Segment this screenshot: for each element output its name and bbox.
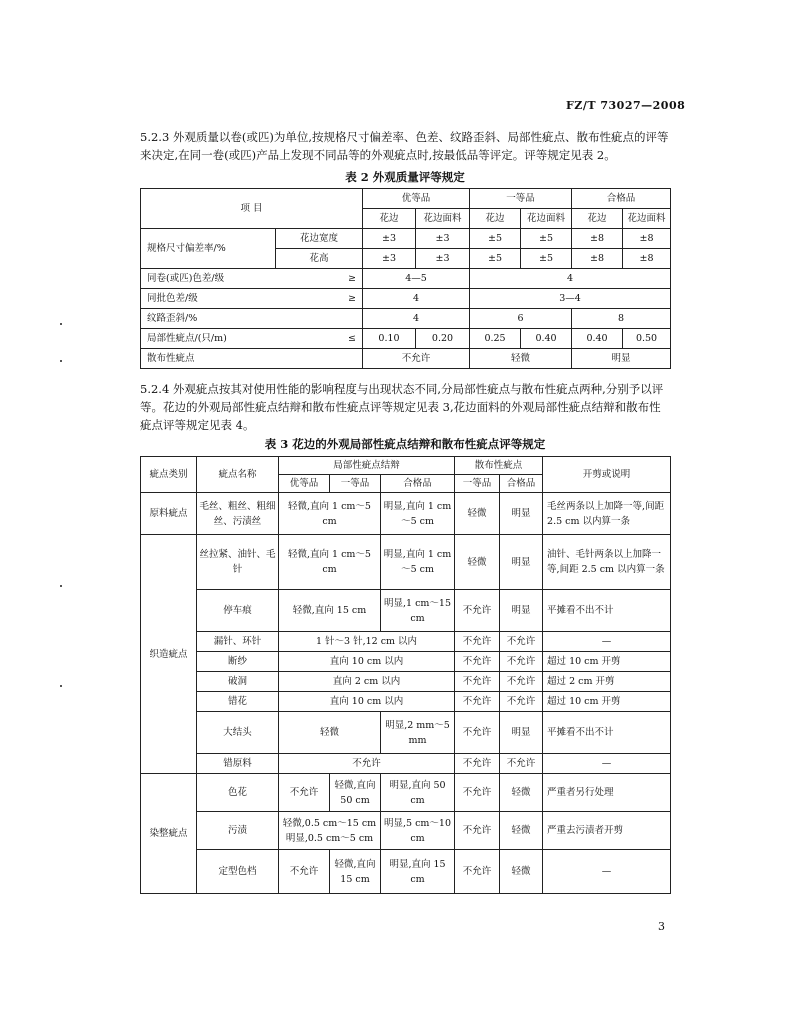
t3-cell: 轻微 (500, 812, 543, 850)
t3-cat-weave: 织造疵点 (141, 535, 197, 774)
t2-header-item: 项 目 (141, 189, 363, 229)
t2-cell: 0.25 (470, 329, 521, 349)
t2-row-scatter-label: 散布性疵点 (141, 349, 363, 369)
table3-caption: 表 3 花边的外观局部性疵点结辩和散布性疵点评等规定 (264, 437, 546, 451)
t2-cell: ±8 (572, 229, 623, 249)
t3-cell: 停车痕 (197, 590, 279, 632)
t2-cell: ±5 (470, 249, 521, 269)
t3-cell: 超过 2 cm 开剪 (543, 672, 671, 692)
page-number: 3 (658, 920, 665, 933)
t2-row-size-height: 花高 (276, 249, 363, 269)
t3-cell: 轻微,直向 15 cm (330, 850, 381, 894)
t2-cell: 0.50 (623, 329, 671, 349)
t2-cell: 8 (572, 309, 671, 329)
t2-cell: ±5 (521, 229, 572, 249)
t3-cell: 不允许 (279, 754, 455, 774)
section-5-2-4: 5.2.4 外观疵点按其对使用性能的影响程度与出现状态不同,分局部性疵点与散布性疵点两种,分别予以评等。花边的外观局部性疵点结辩和散布性疵点评等规定见表 3,花边面料的外观局部性疵点结辩和散布性疵点评等规定见表 4。 (140, 382, 664, 432)
t2-row-color-batch-label: 同批色差/级 (147, 293, 198, 304)
t2-cell: ±5 (521, 249, 572, 269)
t3-cell: 轻微 (500, 850, 543, 894)
t3-cell: 明显 (500, 712, 543, 754)
t3-cell: 1 针～3 针,12 cm 以内 (279, 632, 455, 652)
t2-cell: ±3 (416, 249, 470, 269)
table2-caption: 表 2 外观质量评等规定 (345, 170, 465, 184)
t2-header-grade-1: 优等品 (363, 189, 470, 209)
t3-cell: 轻微 (455, 535, 500, 590)
t2-cell: 0.40 (521, 329, 572, 349)
t3-cell: 破洞 (197, 672, 279, 692)
t3-cell: 污渍 (197, 812, 279, 850)
t3-cell: 直向 10 cm 以内 (279, 692, 455, 712)
scan-dot (60, 585, 62, 587)
t2-sub-1: 花边 (363, 209, 416, 229)
t2-sub-3: 花边 (470, 209, 521, 229)
t2-cell: 明显 (572, 349, 671, 369)
gte-symbol: ≥ (348, 293, 356, 304)
t3-cell: 错花 (197, 692, 279, 712)
t3-cat-raw: 原料疵点 (141, 493, 197, 535)
t3-cell: 不允许 (279, 774, 330, 812)
t2-cell: ±3 (363, 229, 416, 249)
t2-sub-5: 花边 (572, 209, 623, 229)
lte-symbol: ≤ (348, 333, 356, 344)
t3-cell: 不允许 (455, 632, 500, 652)
t3-cell: 明显,1 cm～15 cm (381, 590, 455, 632)
t2-cell: 0.10 (363, 329, 416, 349)
t3-h-s-he: 合格品 (500, 475, 543, 493)
t3-cell: 严重者另行处理 (543, 774, 671, 812)
t3-cell: 轻微,直向 15 cm (279, 590, 381, 632)
t3-cell: 毛丝两条以上加降一等,间距 2.5 cm 以内算一条 (543, 493, 671, 535)
t3-cell: — (543, 632, 671, 652)
section-5-2-3: 5.2.3 外观质量以卷(或匹)为单位,按规格尺寸偏差率、色差、纹路歪斜、局部性疵点、散布性疵点的评等来决定,在同一卷(或匹)产品上发现不同品等的外观疵点时,按最低品等评定。评等规定见表 2。 (140, 130, 669, 162)
t2-sub-4: 花边面料 (521, 209, 572, 229)
t2-row-local-defects (141, 329, 363, 349)
t2-cell: 4 (363, 289, 470, 309)
t3-h-remark: 开剪或说明 (543, 457, 671, 493)
t2-header-grade-3: 合格品 (572, 189, 671, 209)
t3-cell: 不允许 (455, 850, 500, 894)
t3-cell: 不允许 (279, 850, 330, 894)
t3-cell: 明显,5 cm～10 cm (381, 812, 455, 850)
t3-cell: 明显 (500, 590, 543, 632)
t3-cell: 轻微,直向 1 cm～5 cm (279, 535, 381, 590)
t3-cell: 明显,直向 1 cm～5 cm (381, 493, 455, 535)
t3-cat-dye: 染整疵点 (141, 774, 197, 894)
t3-h-he: 合格品 (381, 475, 455, 493)
t3-cell: 直向 10 cm 以内 (279, 652, 455, 672)
t3-cell: 轻微,直向 50 cm (330, 774, 381, 812)
t3-cell: — (543, 850, 671, 894)
t2-row-size-label: 规格尺寸偏差率/% (141, 229, 276, 269)
table-2 (140, 188, 671, 369)
t2-row-color-roll-label: 同卷(或匹)色差/级 (147, 273, 225, 284)
t3-h-cat: 疵点类别 (141, 457, 197, 493)
t3-cell: 明显,直向 15 cm (381, 850, 455, 894)
t3-cell: 超过 10 cm 开剪 (543, 652, 671, 672)
t3-cell: 明显,2 mm～5 mm (381, 712, 455, 754)
t2-cell: 轻微 (470, 349, 572, 369)
t3-cell: 不允许 (455, 754, 500, 774)
t3-h-name: 疵点名称 (197, 457, 279, 493)
t3-h-you: 优等品 (279, 475, 330, 493)
t2-sub-2: 花边面料 (416, 209, 470, 229)
t3-cell: 毛丝、粗丝、粗细丝、污渍丝 (197, 493, 279, 535)
t3-cell: 明显,直向 1 cm～5 cm (381, 535, 455, 590)
t3-cell: 大结头 (197, 712, 279, 754)
t2-cell: 6 (470, 309, 572, 329)
gte-symbol: ≥ (348, 273, 356, 284)
t2-cell: 0.40 (572, 329, 623, 349)
t3-cell: — (543, 754, 671, 774)
t3-cell: 超过 10 cm 开剪 (543, 692, 671, 712)
t3-cell: 定型色档 (197, 850, 279, 894)
t3-h-s-yi: 一等品 (455, 475, 500, 493)
t2-row-color-batch (141, 289, 363, 309)
t2-sub-6: 花边面料 (623, 209, 671, 229)
t2-cell: 3—4 (470, 289, 671, 309)
scan-dot (60, 360, 62, 362)
t3-cell: 不允许 (455, 712, 500, 754)
t3-h-yi: 一等品 (330, 475, 381, 493)
t3-cell: 不允许 (455, 652, 500, 672)
t3-cell: 油针、毛针两条以上加降一等,间距 2.5 cm 以内算一条 (543, 535, 671, 590)
t3-cell: 明显 (500, 493, 543, 535)
t3-cell: 不允许 (500, 754, 543, 774)
t3-cell: 不允许 (455, 672, 500, 692)
standard-code: FZ/T 73027—2008 (566, 99, 686, 112)
t3-cell: 轻微,0.5 cm～15 cm 明显,0.5 cm～5 cm (279, 812, 381, 850)
t3-cell: 色花 (197, 774, 279, 812)
t3-cell: 不允许 (500, 692, 543, 712)
t2-row-local-defects-label: 局部性疵点/(只/m) (147, 333, 227, 344)
t3-cell: 断纱 (197, 652, 279, 672)
t2-cell: 4 (363, 309, 470, 329)
t2-row-skew-label: 纹路歪斜/% (141, 309, 363, 329)
table-3 (140, 456, 671, 894)
scan-dot (60, 685, 62, 687)
t2-row-color-roll (141, 269, 363, 289)
t3-cell: 平摊看不出不计 (543, 590, 671, 632)
t2-cell: 不允许 (363, 349, 470, 369)
t3-cell: 漏针、环针 (197, 632, 279, 652)
t3-cell: 不允许 (455, 774, 500, 812)
scan-dot (60, 323, 62, 325)
t3-cell: 不允许 (500, 652, 543, 672)
t3-cell: 明显 (500, 535, 543, 590)
t3-cell: 丝拉紧、油针、毛针 (197, 535, 279, 590)
t3-cell: 直向 2 cm 以内 (279, 672, 455, 692)
t3-h-local: 局部性疵点结辩 (279, 457, 455, 475)
t2-cell: ±8 (572, 249, 623, 269)
t2-cell: 4—5 (363, 269, 470, 289)
t3-cell: 不允许 (455, 692, 500, 712)
t3-h-scatter: 散布性疵点 (455, 457, 543, 475)
t2-header-grade-2: 一等品 (470, 189, 572, 209)
t3-cell: 错原料 (197, 754, 279, 774)
t3-cell: 不允许 (455, 812, 500, 850)
t2-cell: ±8 (623, 229, 671, 249)
t2-cell: ±8 (623, 249, 671, 269)
t2-cell: ±3 (416, 229, 470, 249)
t3-cell: 轻微 (500, 774, 543, 812)
t3-cell: 轻微 (279, 712, 381, 754)
t3-cell: 轻微 (455, 493, 500, 535)
t2-cell: 0.20 (416, 329, 470, 349)
t3-cell: 严重去污渍者开剪 (543, 812, 671, 850)
t2-cell: ±3 (363, 249, 416, 269)
t2-cell: 4 (470, 269, 671, 289)
t3-cell: 不允许 (500, 632, 543, 652)
t3-cell: 平摊看不出不计 (543, 712, 671, 754)
t3-cell: 不允许 (500, 672, 543, 692)
t2-row-size-width: 花边宽度 (276, 229, 363, 249)
t3-cell: 不允许 (455, 590, 500, 632)
t2-cell: ±5 (470, 229, 521, 249)
t3-cell: 明显,直向 50 cm (381, 774, 455, 812)
t3-cell: 轻微,直向 1 cm～5 cm (279, 493, 381, 535)
